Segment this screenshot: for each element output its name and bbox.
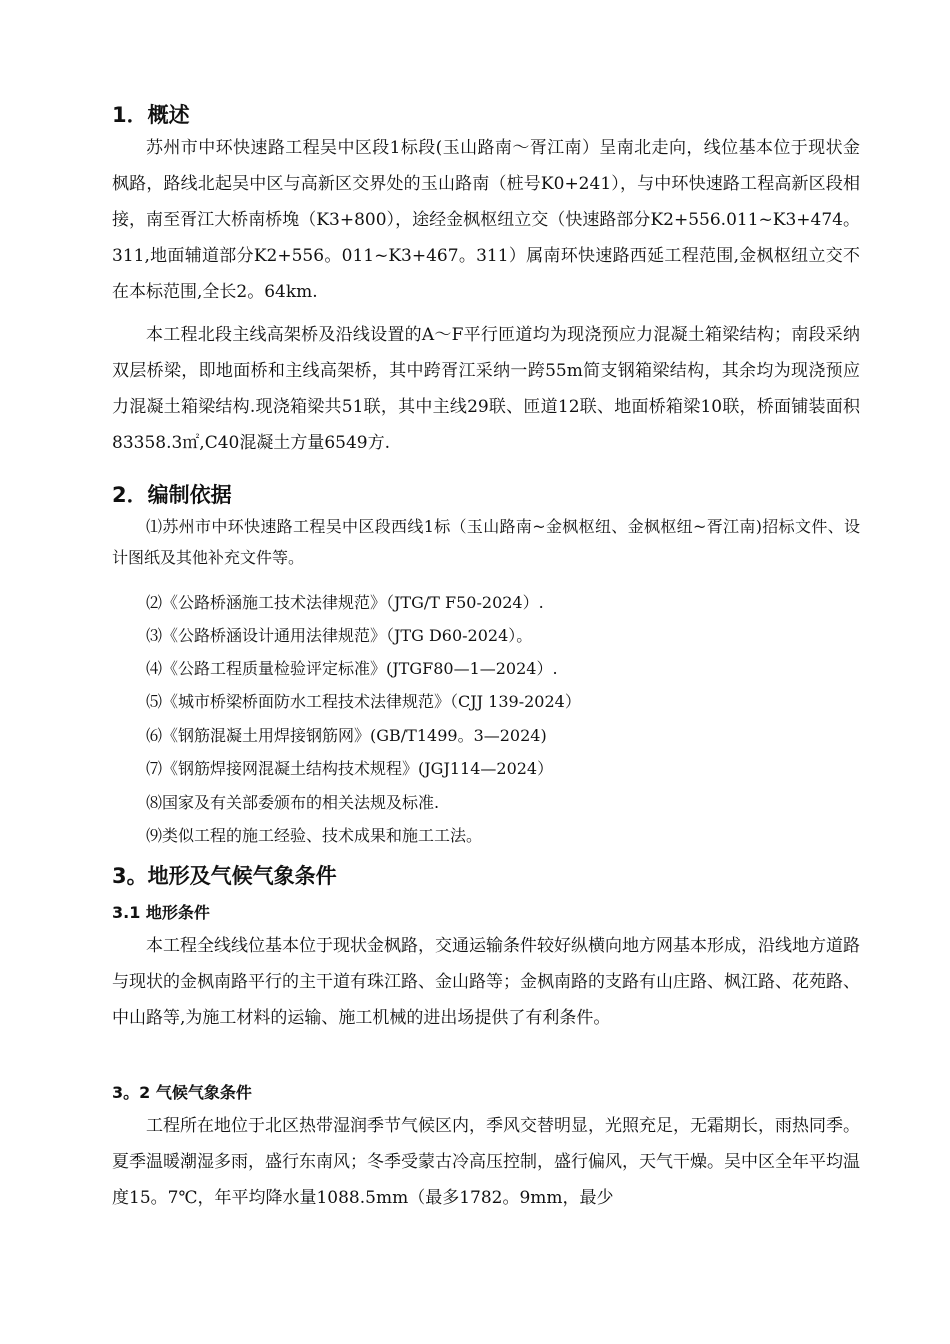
- basis-item-4: ⑷《公路工程质量检验评定标准》(JTGF80—1—2024）.: [146, 659, 558, 678]
- section-2-heading: 2．编制依据: [112, 483, 232, 507]
- section-3-2-heading: 3。2 气候气象条件: [112, 1083, 252, 1102]
- basis-item-6: ⑹《钢筋混凝土用焊接钢筋网》(GB/T1499。3—2024): [146, 726, 547, 745]
- basis-item-8: ⑻国家及有关部委颁布的相关法规及标准.: [146, 793, 440, 812]
- basis-item-1: ⑴苏州市中环快速路工程吴中区段西线1标（玉山路南~金枫枢纽、金枫枢纽~胥江南)招标文件、设计图纸及其他补充文件等。: [112, 517, 860, 567]
- section-1-paragraph-1: 苏州市中环快速路工程吴中区段1标段(玉山路南～胥江南）呈南北走向，线位基本位于现状金枫路，路线北起吴中区与高新区交界处的玉山路南（桩号K0+241），与中环快速路工程高新区段相接，南至胥江大桥南桥堍（K3+800），途经金枫枢纽立交（快速路部分K2+556.011~K3+474。311,地面辅道部分K2+556。011~K3+467。311）属南环快速路西延工程范围,金枫枢纽立交不在本标范围,全长2。64km.: [112, 138, 860, 302]
- section-3-1-paragraph: 本工程全线线位基本位于现状金枫路，交通运输条件较好纵横向地方网基本形成，沿线地方道路与现状的金枫南路平行的主干道有珠江路、金山路等；金枫南路的支路有山庄路、枫江路、花苑路、中山路等,为施工材料的运输、施工机械的进出场提供了有利条件。: [112, 936, 860, 1028]
- section-3-2-paragraph: 工程所在地位于北区热带湿润季节气候区内，季风交替明显，光照充足，无霜期长，雨热同季。夏季温暖潮湿多雨，盛行东南风；冬季受蒙古冷高压控制，盛行偏风，天气干燥。吴中区全年平均温度15。7℃，年平均降水量1088.5mm（最多1782。9mm，最少: [112, 1116, 860, 1208]
- section-3-1-heading: 3.1 地形条件: [112, 903, 210, 922]
- basis-item-2: ⑵《公路桥涵施工技术法律规范》（JTG/T F50-2024）.: [146, 593, 544, 612]
- section-1-paragraph-2: 本工程北段主线高架桥及沿线设置的A～F平行匝道均为现浇预应力混凝土箱梁结构；南段采纳双层桥梁，即地面桥和主线高架桥，其中跨胥江采纳一跨55m简支钢箱梁结构，其余均为现浇预应力混凝土箱梁结构.现浇箱梁共51联，其中主线29联、匝道12联、地面桥箱梁10联，桥面铺装面积83358.3㎡,C40混凝土方量6549方.: [112, 325, 860, 453]
- section-3-heading: 3。地形及气候气象条件: [112, 864, 337, 888]
- basis-item-5: ⑸《城市桥梁桥面防水工程技术法律规范》（CJJ 139-2024）: [146, 692, 581, 711]
- basis-item-3: ⑶《公路桥涵设计通用法律规范》（JTG D60-2024）。: [146, 626, 533, 645]
- section-1-heading: 1．概述: [112, 103, 190, 127]
- basis-item-7: ⑺《钢筋焊接网混凝土结构技术规程》(JGJ114—2024）: [146, 759, 554, 778]
- basis-item-9: ⑼类似工程的施工经验、技术成果和施工工法。: [146, 826, 483, 845]
